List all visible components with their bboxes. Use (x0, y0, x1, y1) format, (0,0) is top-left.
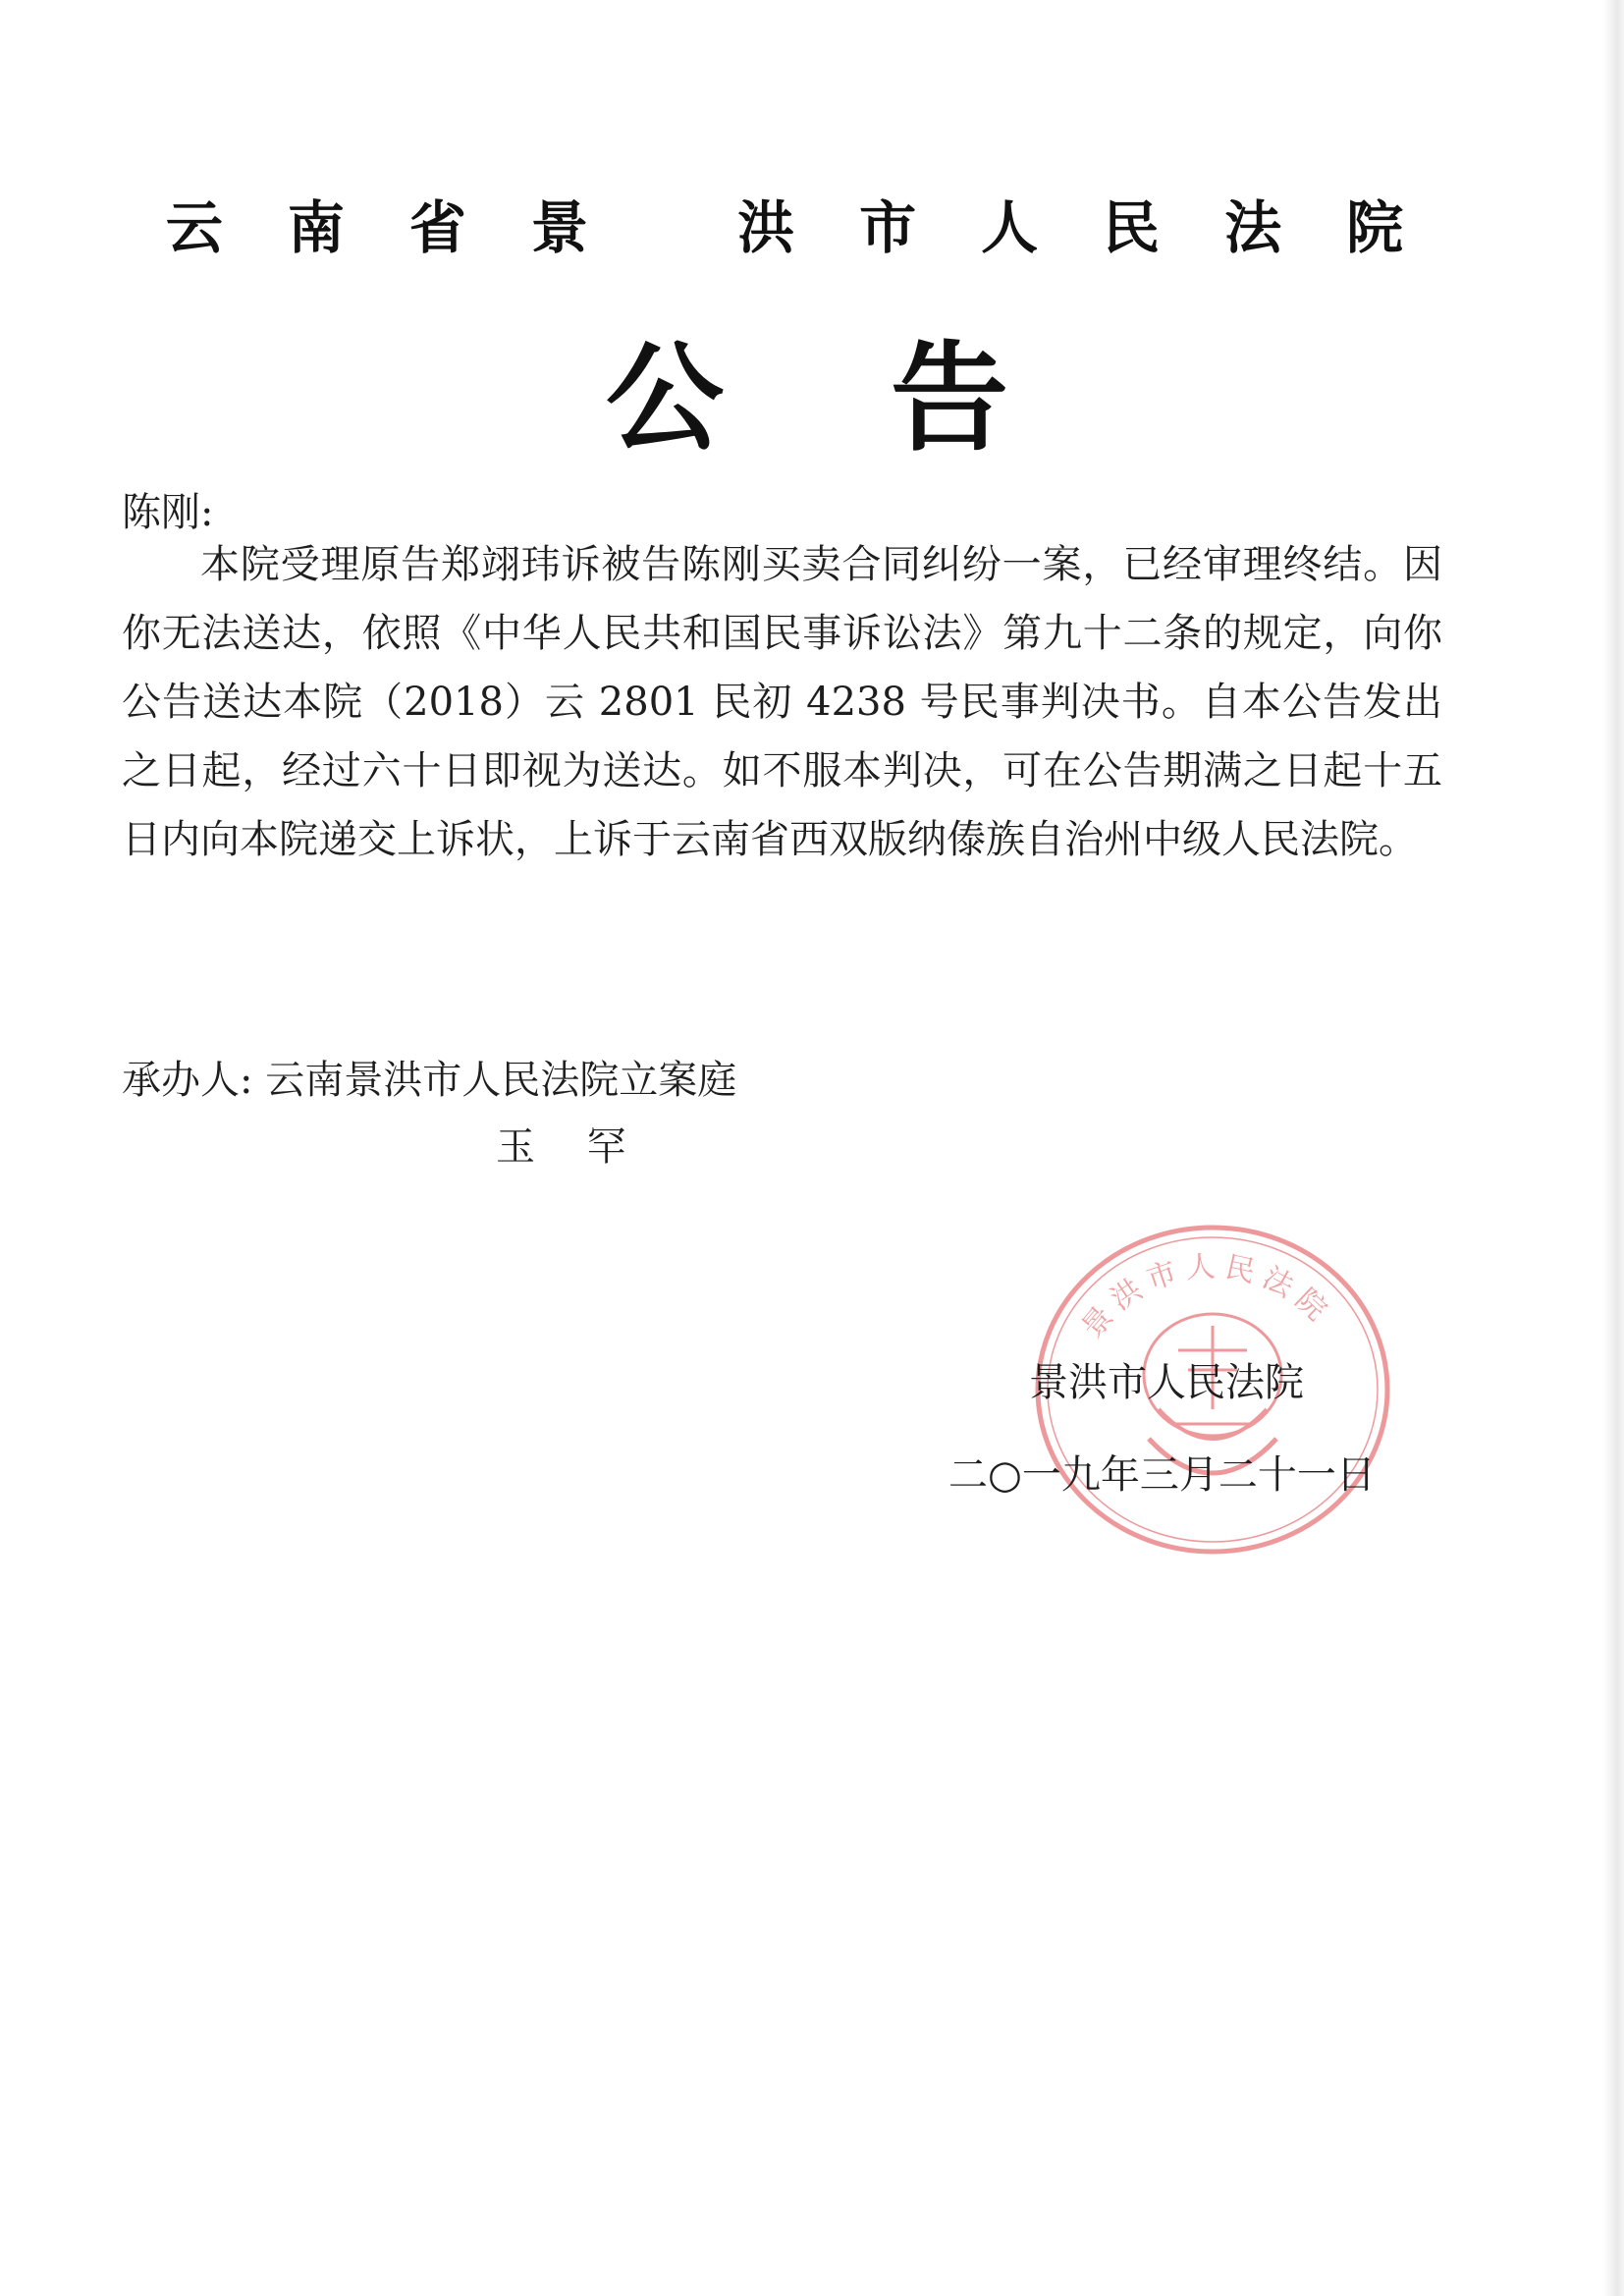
issue-date: 二○一九年三月二十一日 (948, 1452, 1376, 1498)
addressee: 陈刚: (122, 490, 214, 535)
svg-text:景洪市人民法院 (1075, 1249, 1339, 1344)
seal-arc-text: 景洪市人民法院 (1075, 1249, 1339, 1345)
issuing-court: 景洪市人民法院 (1029, 1360, 1304, 1405)
notice-title: 公告 (606, 331, 1175, 467)
handler-name: 玉 罕 (496, 1124, 646, 1170)
notice-body: 本院受理原告郑翊玮诉被告陈刚买卖合同纠纷一案，已经审理终结。因你无法送达，依照《中华人民共和国民事诉讼法》第九十二条的规定，向你公告送达本院（2018）云 2801 民初 4238 号民事判决书。自本公告发出之日起，经过六十日即视为送达。如不服本判决，可在公告期满之日起十五日内向本院递交上诉状，上诉于云南省西双版纳傣族自治州中级人民法院。 (122, 542, 1442, 862)
court-title: 云南省景 洪市人民法院 (165, 194, 1469, 261)
handler-line: 承办人: 云南景洪市人民法院立案庭 (122, 1058, 737, 1103)
